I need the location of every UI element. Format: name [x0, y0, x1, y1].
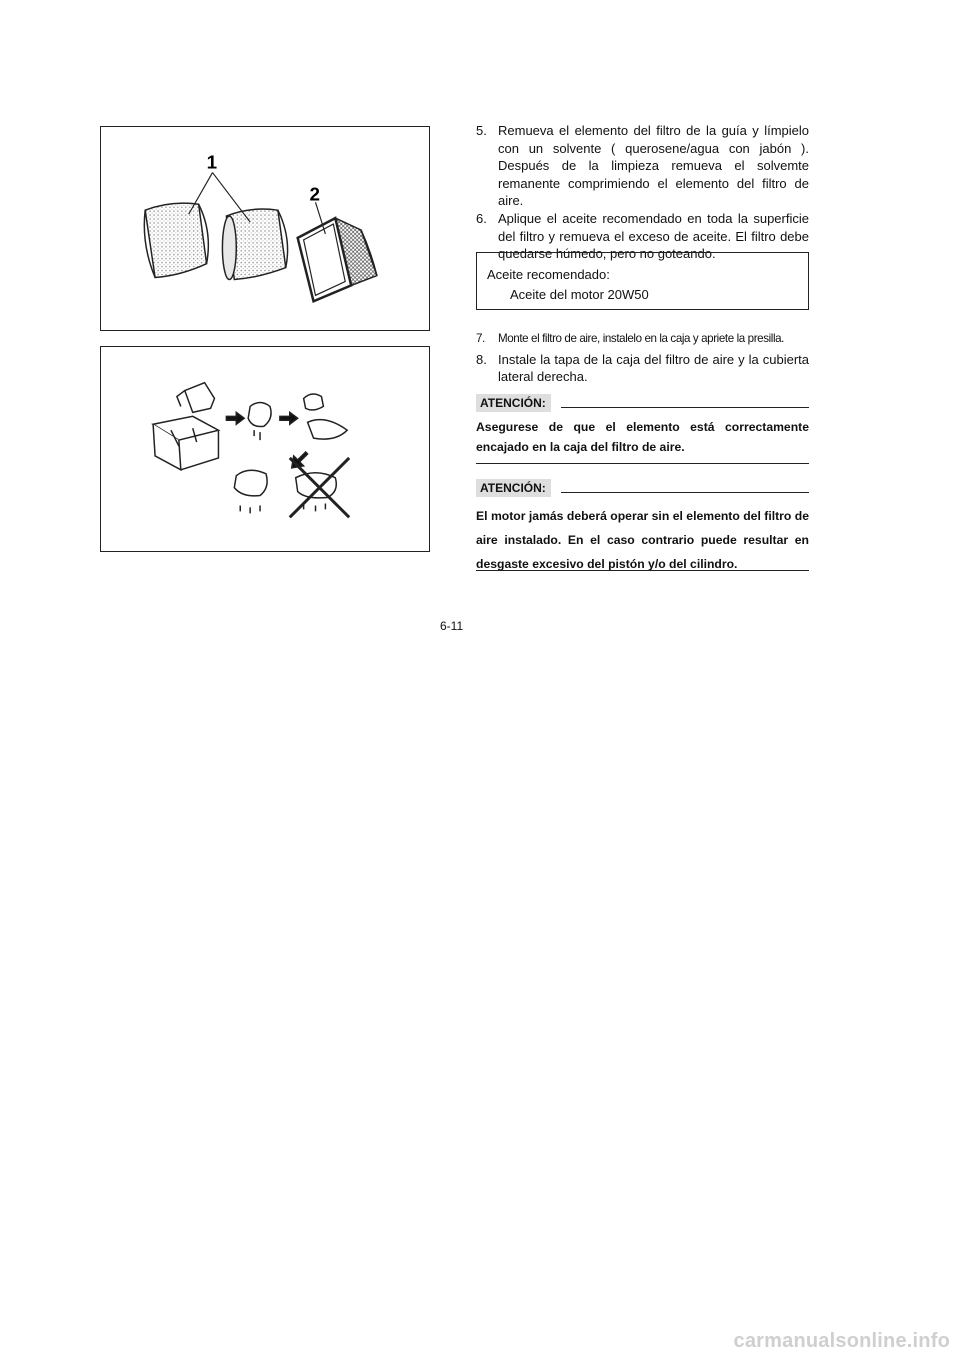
caution-2-header [476, 479, 809, 497]
step-7 [476, 330, 809, 348]
callout-2: 2 [309, 183, 321, 205]
spec-value: Aceite del motor 20W50 [510, 287, 649, 302]
squeezed-element-shape [234, 470, 267, 513]
caution-1-bottom-rule [476, 463, 809, 464]
oil-can-icon [177, 383, 215, 413]
caution-1-text: Asegurese de que el elemento está correctamente encajado en la caja del filtro de aire. [476, 420, 809, 454]
steps-bottom [476, 330, 809, 386]
arrow-right-icon [280, 412, 298, 424]
step-6-text: Aplique el aceite recomendado en toda la superficie del filtro y remueva el exceso de aceite. El filtro debe quedarse húmedo, pero no goteando. [498, 210, 809, 262]
step-8-text: Instale la tapa de la caja del filtro de aire y la cubierta lateral derecha. [498, 351, 809, 385]
step-5 [476, 122, 809, 210]
watermark: carmanualsonline.info [733, 1330, 950, 1352]
caution-2-header-rule [561, 492, 809, 493]
arrow-down-left-icon [292, 452, 308, 468]
step-8-number: 8. [476, 351, 487, 367]
wringing-hands-shape [304, 394, 348, 439]
caution-2-label: ATENCIÓN: [476, 479, 551, 497]
figure-filter-element [100, 126, 430, 331]
page-number: 6-11 [440, 619, 464, 633]
step-5-number: 5. [476, 123, 487, 138]
filter-in-box-shape [153, 416, 218, 469]
oiling-procedure-illustration [101, 347, 429, 551]
arrow-right-icon [226, 412, 244, 424]
squeezing-hand-shape [248, 402, 271, 440]
step-7-number: 7. [476, 332, 485, 345]
caution-1-header-rule [561, 407, 809, 408]
caution-1-label: ATENCIÓN: [476, 394, 551, 412]
spec-label: Aceite recomendado: [487, 267, 610, 282]
figure-oiling-procedure [100, 346, 430, 552]
caution-1-header [476, 394, 809, 412]
step-8 [476, 351, 809, 386]
filter-parts-illustration [101, 127, 429, 330]
callout-1: 1 [206, 151, 218, 173]
foam-sleeve-shape [144, 203, 208, 277]
spec-box [476, 252, 809, 310]
step-6-number: 6. [476, 210, 487, 226]
caution-2-text: El motor jamás deberá operar sin el elemento del filtro de aire instalado. En el caso contrario puede resultar en desgaste excesivo del pistón y/o del cilindro. [476, 509, 809, 571]
filter-element-shape [222, 209, 287, 279]
caution-2-bottom-rule [476, 570, 809, 571]
filter-guide-shape [298, 218, 377, 301]
step-5-text: Remueva el elemento del filtro de la guía y límpielo con un solvente ( querosene/agua con jabón ). Después de la limpieza remueva el solvemte remanente comprimiendo el elemento del filtro de aire. [498, 123, 809, 209]
steps-top [476, 122, 809, 263]
step-7-text: Monte el filtro de aire, instalelo en la caja y apriete la presilla. [498, 332, 784, 345]
